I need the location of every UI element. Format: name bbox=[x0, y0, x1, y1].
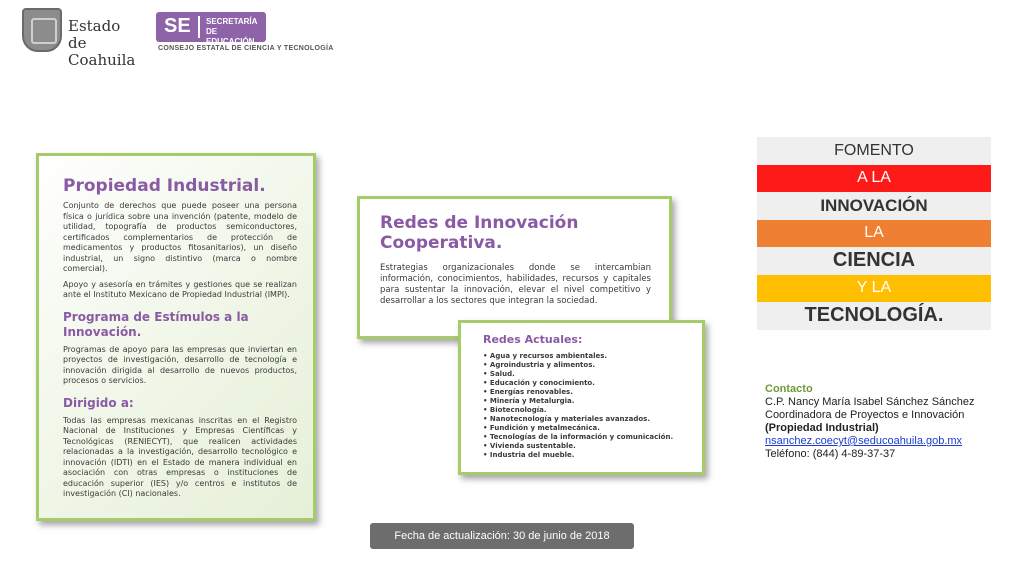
se-letters: SE bbox=[164, 15, 191, 37]
list-item: • Minería y Metalurgia. bbox=[483, 397, 690, 406]
redes-actuales-title: Redes Actuales: bbox=[483, 333, 583, 346]
list-item: • Agua y recursos ambientales. bbox=[483, 352, 690, 361]
contact-role: Coordinadora de Proyectos e Innovación bbox=[765, 409, 965, 421]
coat-of-arms-icon bbox=[22, 8, 62, 52]
coahuila-state-logo bbox=[22, 8, 142, 69]
list-item: • Biotecnología. bbox=[483, 406, 690, 415]
programa-estimulos-text: Programas de apoyo para las empresas que inviertan en proyectos de investigación, desarrollo de tecnología e innovación dirigida al desarrollo de nuevos productos, procesos o servicios. bbox=[63, 344, 297, 385]
dirigido-a-text: Todas las empresas mexicanas inscritas en el Registro Nacional de Instituciones y Empresas Científicas y Tecnológicas (RENIECYT), que realicen actividades relacionadas a la investigación, desarrollo tecnológico e innovación (IDTI) en el Estado de manera individual en asociación con otras empresas o instituciones de educación superior (IES) y/o centros e institutos de investigación (CI) nacionales. bbox=[63, 415, 297, 498]
list-item: • Educación y conocimiento. bbox=[483, 379, 690, 388]
redes-innovacion-text: Estrategias organizacionales donde se intercambian información, conocimientos, habilidades, recursos y capitales para sustentar la innovación, elevar el nivel competitivo y desarrollar a los sectores que integran la sociedad. bbox=[380, 263, 651, 306]
state-logo-text bbox=[68, 18, 142, 69]
logo-divider bbox=[198, 16, 200, 38]
contact-label: Contacto bbox=[765, 383, 813, 395]
banner-line-y-la: Y LA bbox=[757, 275, 991, 303]
list-item: • Vivienda sustentable. bbox=[483, 442, 690, 451]
banner-line-tecnologia: TECNOLOGÍA. bbox=[757, 302, 991, 330]
list-item: • Energías renovables. bbox=[483, 388, 690, 397]
fomento-banner bbox=[757, 137, 991, 330]
list-item: • Fundición y metalmecánica. bbox=[483, 424, 690, 433]
list-item: • Agroindustria y alimentos. bbox=[483, 361, 690, 370]
propiedad-industrial-card bbox=[36, 153, 316, 521]
redes-innovacion-title: Redes de Innovación Cooperativa. bbox=[380, 213, 579, 253]
secretaria-educacion-logo bbox=[156, 12, 266, 46]
contact-area: (Propiedad Industrial) bbox=[765, 422, 879, 434]
state-logo-line1: Estado bbox=[68, 17, 121, 35]
list-item: • Nanotecnología y materiales avanzados. bbox=[483, 415, 690, 424]
contact-email-link[interactable]: nsanchez.coecyt@seducoahuila.gob.mx bbox=[765, 435, 963, 447]
propiedad-industrial-paragraph1: Conjunto de derechos que puede poseer una persona física o jurídica sobre una invención (patente, modelo de utilidad, topografía de productos semiconductores, certificados complementarios de protección de medicamentos y productos fitosanitarios), un diseño industrial, un signo distintivo (marca o nombre comercial). bbox=[63, 201, 297, 273]
banner-line-fomento: FOMENTO bbox=[757, 137, 991, 165]
propiedad-industrial-paragraph2: Apoyo y asesoría en trámites y gestiones que se realizan ante el Instituto Mexicano de Propiedad Industrial (IMPI). bbox=[63, 279, 297, 299]
banner-line-innovacion: INNOVACIÓN bbox=[757, 192, 991, 220]
list-item: • Salud. bbox=[483, 370, 690, 379]
dirigido-a-title: Dirigido a: bbox=[63, 395, 134, 410]
list-item: • Industria del mueble. bbox=[483, 451, 690, 460]
update-date-badge: Fecha de actualización: 30 de junio de 2018 bbox=[370, 523, 634, 549]
propiedad-industrial-title: Propiedad Industrial. bbox=[63, 176, 266, 196]
council-name: CONSEJO ESTATAL DE CIENCIA Y TECNOLOGÍA bbox=[158, 45, 334, 52]
se-department-name: SECRETARÍA DE EDUCACIÓN bbox=[206, 17, 258, 46]
banner-line-ciencia: CIENCIA bbox=[757, 247, 991, 275]
contact-block bbox=[765, 383, 1015, 461]
redes-actuales-list bbox=[483, 352, 690, 460]
contact-name: C.P. Nancy María Isabel Sánchez Sánchez bbox=[765, 396, 975, 408]
redes-innovacion-card bbox=[357, 196, 672, 339]
banner-line-la: LA bbox=[757, 220, 991, 248]
redes-actuales-card bbox=[458, 320, 705, 475]
list-item: • Tecnologías de la información y comunicación. bbox=[483, 433, 690, 442]
state-logo-line2: de Coahuila bbox=[68, 34, 136, 69]
programa-estimulos-title: Programa de Estímulos a la Innovación. bbox=[63, 309, 249, 339]
contact-phone: Teléfono: (844) 4-89-37-37 bbox=[765, 448, 896, 460]
banner-line-a-la: A LA bbox=[757, 165, 991, 193]
